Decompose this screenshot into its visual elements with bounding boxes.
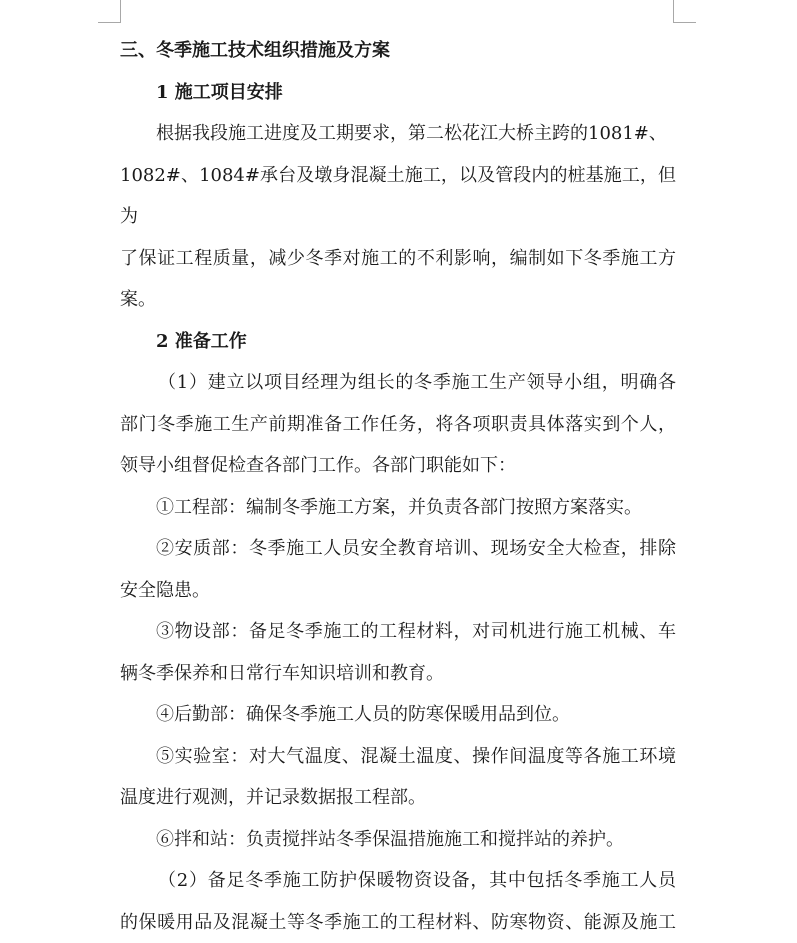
page-corner-mark-top-left (98, 0, 121, 23)
subsection-heading-1: 1 施工项目安排 (120, 72, 676, 114)
dept-safety-line: 安全隐患。 (120, 570, 676, 612)
paragraph-line: 部门冬季施工生产前期准备工作任务，将各项职责具体落实到个人， (120, 404, 676, 446)
section-title: 三、冬季施工技术组织措施及方案 (120, 30, 676, 72)
paragraph-line: 案。 (120, 279, 676, 321)
paragraph-line: 根据我段施工进度及工期要求，第二松花江大桥主跨的1081#、 (120, 113, 676, 155)
paragraph-line: 1082#、1084#承台及墩身混凝土施工，以及管段内的桩基施工，但为 (120, 155, 676, 238)
dept-materials-line: 辆冬季保养和日常行车知识培训和教育。 (120, 653, 676, 695)
paragraph-line: 了保证工程质量，减少冬季对施工的不利影响，编制如下冬季施工方 (120, 238, 676, 280)
dept-lab-line: 温度进行观测，并记录数据报工程部。 (120, 777, 676, 819)
dept-logistics: ④后勤部：确保冬季施工人员的防寒保暖用品到位。 (120, 694, 676, 736)
paragraph-line: 的保暖用品及混凝土等冬季施工的工程材料、防寒物资、能源及施工 (120, 902, 676, 943)
document-body (120, 30, 676, 943)
dept-materials-line: ③物设部：备足冬季施工的工程材料，对司机进行施工机械、车 (120, 611, 676, 653)
dept-safety-line: ②安质部：冬季施工人员安全教育培训、现场安全大检查，排除 (120, 528, 676, 570)
paragraph-line: （2）备足冬季施工防护保暖物资设备，其中包括冬季施工人员 (120, 860, 676, 902)
dept-mixing: ⑥拌和站：负责搅拌站冬季保温措施施工和搅拌站的养护。 (120, 819, 676, 861)
dept-engineering: ①工程部：编制冬季施工方案，并负责各部门按照方案落实。 (120, 487, 676, 529)
subsection-heading-2: 2 准备工作 (120, 321, 676, 363)
paragraph-line: 领导小组督促检查各部门工作。各部门职能如下： (120, 445, 676, 487)
paragraph-line: （1）建立以项目经理为组长的冬季施工生产领导小组，明确各 (120, 362, 676, 404)
page-corner-mark-top-right (673, 0, 696, 23)
dept-lab-line: ⑤实验室：对大气温度、混凝土温度、操作间温度等各施工环境 (120, 736, 676, 778)
